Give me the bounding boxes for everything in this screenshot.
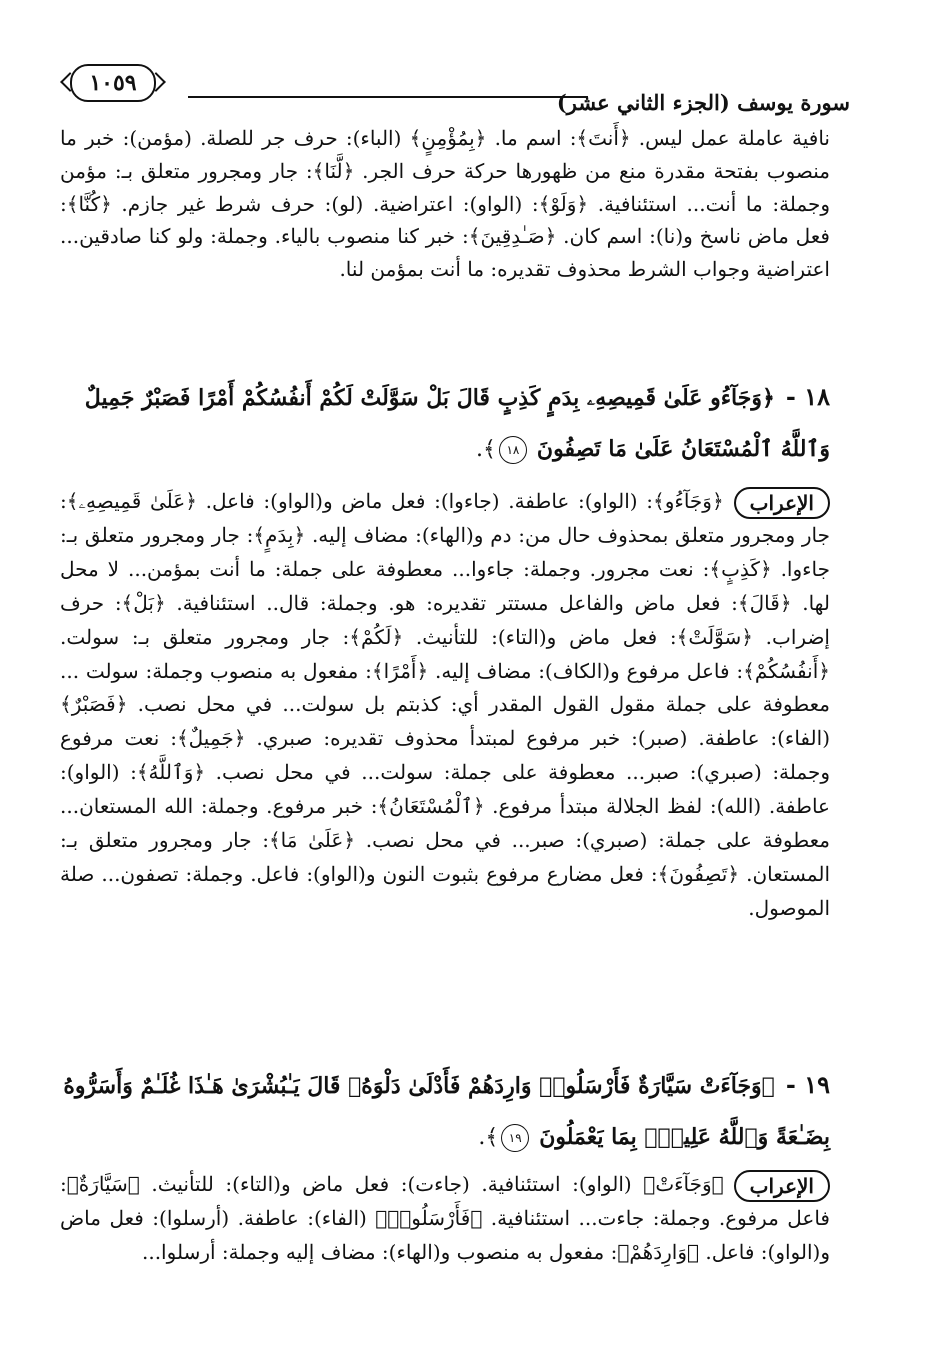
verse-18 (60, 372, 830, 475)
paragraph-text: نافية عاملة عمل ليس. ﴿أَنتَ﴾: اسم ما. ﴿بِمُؤْمِنٍ﴾ (الباء): حرف جر للصلة. (مؤمن): خبر ما منصوب بفتحة مقدرة منع من ظهورها حركة حرف الجر. ﴿لَّنَا﴾: جار ومجرور متعلق بـ: مؤمن وجملة: ما أنت... استئنافية. ﴿وَلَوْ﴾: (الواو): اعتراضية. (لو): حرف شرط غير جازم. ﴿كُنَّا﴾: فعل ماض ناسخ و(نا): اسم كان. ﴿صَـٰدِقِينَ﴾: خبر كنا منصوب بالياء. وجملة: ولو كنا صادقين... اعتراضية وجواب الشرط محذوف تقديره: ما أنت بمؤمن لنا. (60, 126, 830, 282)
verse-close: ﴾. (476, 437, 496, 462)
verse-text: ﴿وَجَآءَتْ سَيَّارَةٌ فَأَرْسَلُوا۟ وَارِدَهُمْ فَأَدْلَىٰ دَلْوَهُۥ قَالَ يَـٰبُشْرَىٰ هَـٰذَا غُلَـٰمٌ وَأَسَرُّوهُ بِضَـٰعَةً وَٱللَّهُ عَلِيمٌۢ بِمَا يَعْمَلُونَ (63, 1073, 830, 1150)
irab-label: الإعراب (734, 1170, 830, 1202)
irab-section-19 (60, 1168, 830, 1270)
verse-end-marker: ١٩ (501, 1124, 529, 1152)
irab-text: ﴿وَجَآءَتْ﴾ (الواو): استئنافية. (جاءت): فعل ماض و(التاء): للتأنيث. ﴿سَيَّارَةٌ﴾: فاعل مرفوع. وجملة: جاءت... استئنافية. ﴿فَأَرْسَلُوا۟﴾ (الفاء): عاطفة. (أرسلوا): فعل ماض و(الواو): فاعل. ﴿وَارِدَهُمْ﴾: مفعول به منصوب و(الهاء): مضاف إليه وجملة: أرسلوا... (60, 1172, 830, 1264)
verse-text: ﴿وَجَآءُو عَلَىٰ قَمِيصِهِۦ بِدَمٍ كَذِبٍ قَالَ بَلْ سَوَّلَتْ لَكُمْ أَنفُسُكُمْ أَمْرًا فَصَبْرٌ جَمِيلٌ وَٱللَّهُ ٱلْمُسْتَعَانُ عَلَىٰ مَا تَصِفُونَ (84, 385, 830, 462)
intro-paragraph (60, 122, 830, 286)
verse-19 (60, 1060, 830, 1163)
running-title: سورة يوسف (الجزء الثاني عشر) (556, 90, 850, 115)
irab-label: الإعراب (734, 487, 830, 519)
page-number: ١٠٥٩ (70, 64, 156, 102)
header-rule (188, 96, 588, 98)
page-header (70, 62, 850, 118)
irab-text: ﴿وَجَآءُو﴾: (الواو): عاطفة. (جاءوا): فعل ماض و(الواو): فاعل. ﴿عَلَىٰ قَمِيصِهِۦ﴾: جار ومجرور متعلق بمحذوف حال من: دم و(الهاء): مضاف إليه. ﴿بِدَمٍ﴾: جار ومجرور متعلق بـ: جاءوا. ﴿كَذِبٍ﴾: نعت مجرور. وجملة: جاءوا... معطوفة على جملة: ما أنت بمؤمن... لا محل لها. ﴿قَالَ﴾: فعل ماض والفاعل مستتر تقديره: هو. وجملة: قال.. استئنافية. ﴿بَلْ﴾: حرف إضراب. ﴿سَوَّلَتْ﴾: فعل ماض و(التاء): للتأنيث. ﴿لَكُمْ﴾: جار ومجرور متعلق بـ: سولت. ﴿أَنفُسُكُمْ﴾: فاعل مرفوع و(الكاف): مضاف إليه. ﴿أَمْرًا﴾: مفعول به منصوب وجملة: سولت ... معطوفة على جملة مقول القول المقدر أي: كذبتم بل سولت... في محل نصب. ﴿فَصَبْرٌ﴾ (الفاء): عاطفة. (صبر): خبر مرفوع لمبتدأ محذوف تقديره: صبري. ﴿جَمِيلٌ﴾: نعت مرفوع وجملة: (صبري): صبر... معطوفة على جملة: سولت... في محل نصب. ﴿وَٱللَّهُ﴾: (الواو): عاطفة. (الله): لفظ الجلالة مبتدأ مرفوع. ﴿ٱلْمُسْتَعَانُ﴾: خبر مرفوع. وجملة: الله المستعان... معطوفة على جملة: (صبري): صبر... في محل نصب. ﴿عَلَىٰ مَا﴾: جار ومجرور متعلق بـ: المستعان. ﴿تَصِفُونَ﴾: فعل مضارع مرفوع بثبوت النون و(الواو): فاعل. وجملة: تصفون... صلة الموصول. (60, 489, 830, 920)
verse-number: ١٩ - (785, 1070, 830, 1099)
verse-number: ١٨ - (785, 382, 830, 411)
verse-end-marker: ١٨ (499, 436, 527, 464)
irab-section-18 (60, 485, 830, 926)
verse-close: ﴾. (478, 1125, 499, 1150)
